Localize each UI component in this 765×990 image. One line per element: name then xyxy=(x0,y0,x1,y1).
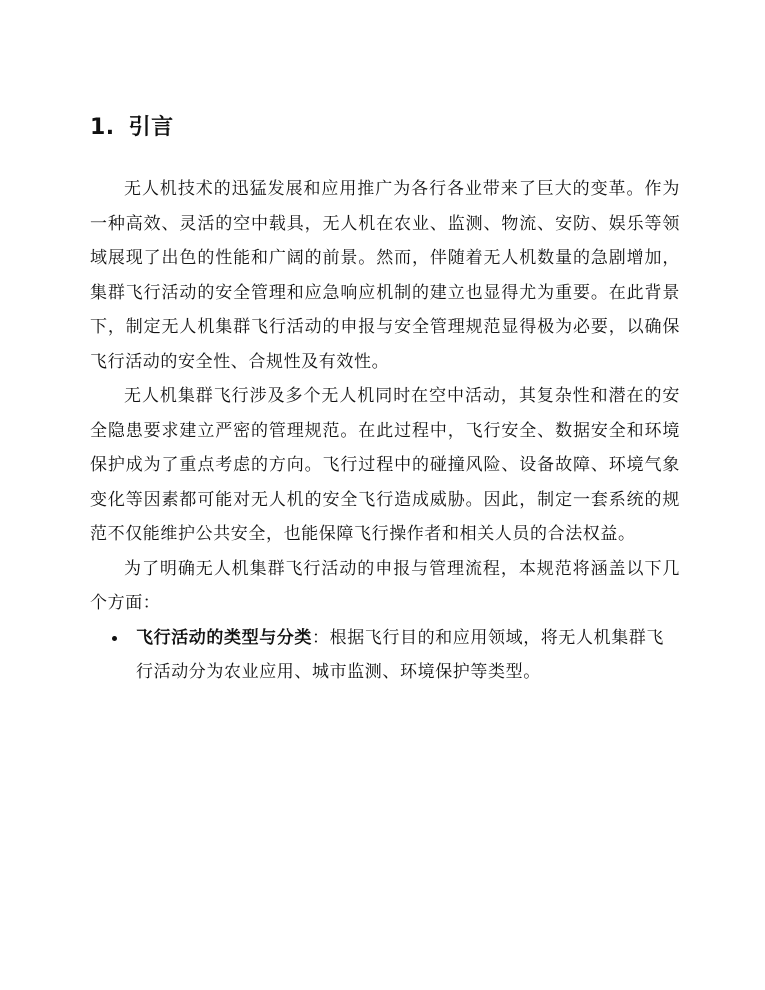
paragraph-safety: 无人机集群飞行涉及多个无人机同时在空中活动，其复杂性和潜在的安全隐患要求建立严密的管理规范。在此过程中，飞行安全、数据安全和环境保护成为了重点考虑的方向。飞行过程中的碰撞风险、设备故障、环境气象变化等因素都可能对无人机的安全飞行造成威胁。因此，制定一套系统的规范不仅能维护公共安全，也能保障飞行操作者和相关人员的合法权益。 xyxy=(90,386,680,544)
section-title: 引言 xyxy=(128,115,174,140)
bullet-item-activity-types xyxy=(90,621,680,690)
bullet-term: 飞行活动的类型与分类 xyxy=(136,627,312,648)
scope-bullet-list xyxy=(90,621,680,690)
paragraph-intro: 无人机技术的迅猛发展和应用推广为各行各业带来了巨大的变革。作为一种高效、灵活的空中载具，无人机在农业、监测、物流、安防、娱乐等领域展现了出色的性能和广阔的前景。然而，伴随着无人机数量的急剧增加，集群飞行活动的安全管理和应急响应机制的建立也显得尤为重要。在此背景下，制定无人机集群飞行活动的申报与安全管理规范显得极为必要，以确保飞行活动的安全性、合规性及有效性。 xyxy=(90,179,680,372)
section-number: 1. xyxy=(90,115,115,140)
bullet-dot-icon xyxy=(112,636,117,641)
bullet-text: 根据飞行目的和应用领域，将无人机集群飞行活动分为农业应用、城市监测、环境保护等类型。 xyxy=(136,627,665,682)
paragraph-scope: 为了明确无人机集群飞行活动的申报与管理流程，本规范将涵盖以下几个方面： xyxy=(90,558,680,613)
bullet-separator: ： xyxy=(312,627,330,648)
section-body xyxy=(90,172,680,690)
section-heading xyxy=(90,113,174,143)
